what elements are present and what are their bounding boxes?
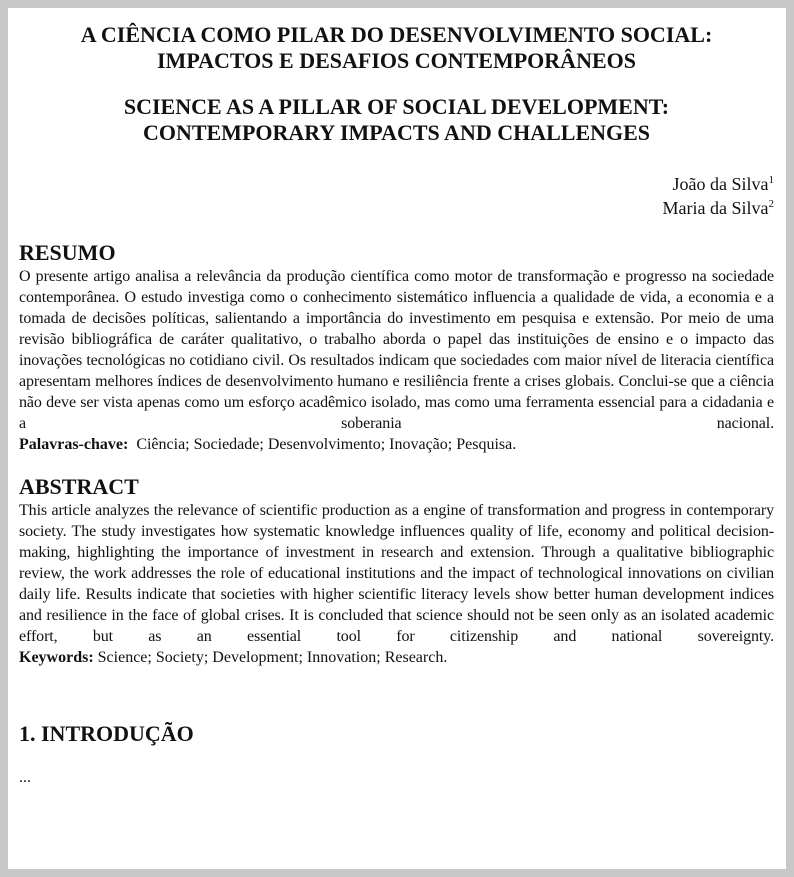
author-2 bbox=[19, 196, 774, 220]
resumo-heading: RESUMO bbox=[19, 240, 116, 265]
introduction-text: ... bbox=[19, 769, 31, 786]
author-footnote-mark: 2 bbox=[768, 198, 774, 210]
author-footnote-mark: 1 bbox=[768, 174, 774, 186]
title-english bbox=[19, 94, 774, 146]
introduction-heading: 1. INTRODUÇÃO bbox=[19, 721, 194, 746]
abstract-heading: ABSTRACT bbox=[19, 474, 139, 499]
author-name: João da Silva bbox=[672, 174, 769, 194]
abstract-keywords bbox=[19, 647, 774, 668]
abstract-keywords-list: Science; Society; Development; Innovation; Research. bbox=[97, 649, 448, 666]
resumo-text: O presente artigo analisa a relevância da produção científica como motor de transformação e progresso na sociedade contemporânea. O estudo investiga como o conhecimento sistemático influencia a qualidade de vida, a economia e a tomada de decisões políticas, salientando a importância do investimento em pesquisa e extensão. Por meio de uma revisão bibliográfica de caráter qualitativo, o trabalho aborda o papel das instituições de ensino e o impacto das inovações tecnológicas no cotidiano civil. Os resultados indicam que sociedades com maior nível de literacia científica apresentam melhores índices de desenvolvimento humano e resiliência frente a crises globais. Conclui-se que a ciência não deve ser vista apenas como um esforço acadêmico isolado, mas como uma ferramenta essencial para a cidadania e a soberania nacional. bbox=[19, 268, 774, 432]
document-content bbox=[19, 22, 774, 788]
resumo-keywords-label: Palavras-chave: bbox=[19, 436, 129, 453]
author-name: Maria da Silva bbox=[662, 198, 769, 218]
author-list bbox=[19, 172, 774, 220]
title-english-line-1: SCIENCE AS A PILLAR OF SOCIAL DEVELOPMENT: bbox=[123, 94, 670, 119]
document-page bbox=[8, 8, 786, 869]
abstract-text: This article analyzes the relevance of scientific production as a engine of transformation and progress in contemporary society. The study investigates how systematic knowledge influences quality of life, economy and political decision-making, highlighting the importance of investment in research and extension. Through a qualitative bibliographic review, the work addresses the role of educational institutions and the impact of technological innovations on civilian daily life. Results indicate that societies with higher scientific literacy levels show better human development indices and resilience in the face of global crises. It is concluded that science should not be seen only as an isolated academic effort, but as an essential tool for citizenship and national sovereignty. bbox=[19, 502, 774, 645]
title-english-line-2: CONTEMPORARY IMPACTS AND CHALLENGES bbox=[142, 120, 651, 145]
title-portuguese-line-2: IMPACTOS E DESAFIOS CONTEMPORÂNEOS bbox=[157, 48, 636, 73]
title-portuguese-line-1: A CIÊNCIA COMO PILAR DO DESENVOLVIMENTO SOCIAL: bbox=[80, 22, 713, 47]
resumo-keywords-list: Ciência; Sociedade; Desenvolvimento; Inovação; Pesquisa. bbox=[136, 436, 517, 453]
author-1 bbox=[19, 172, 774, 196]
resumo-keywords bbox=[19, 434, 774, 455]
title-portuguese bbox=[19, 22, 774, 74]
abstract-keywords-label: Keywords: bbox=[19, 649, 94, 666]
